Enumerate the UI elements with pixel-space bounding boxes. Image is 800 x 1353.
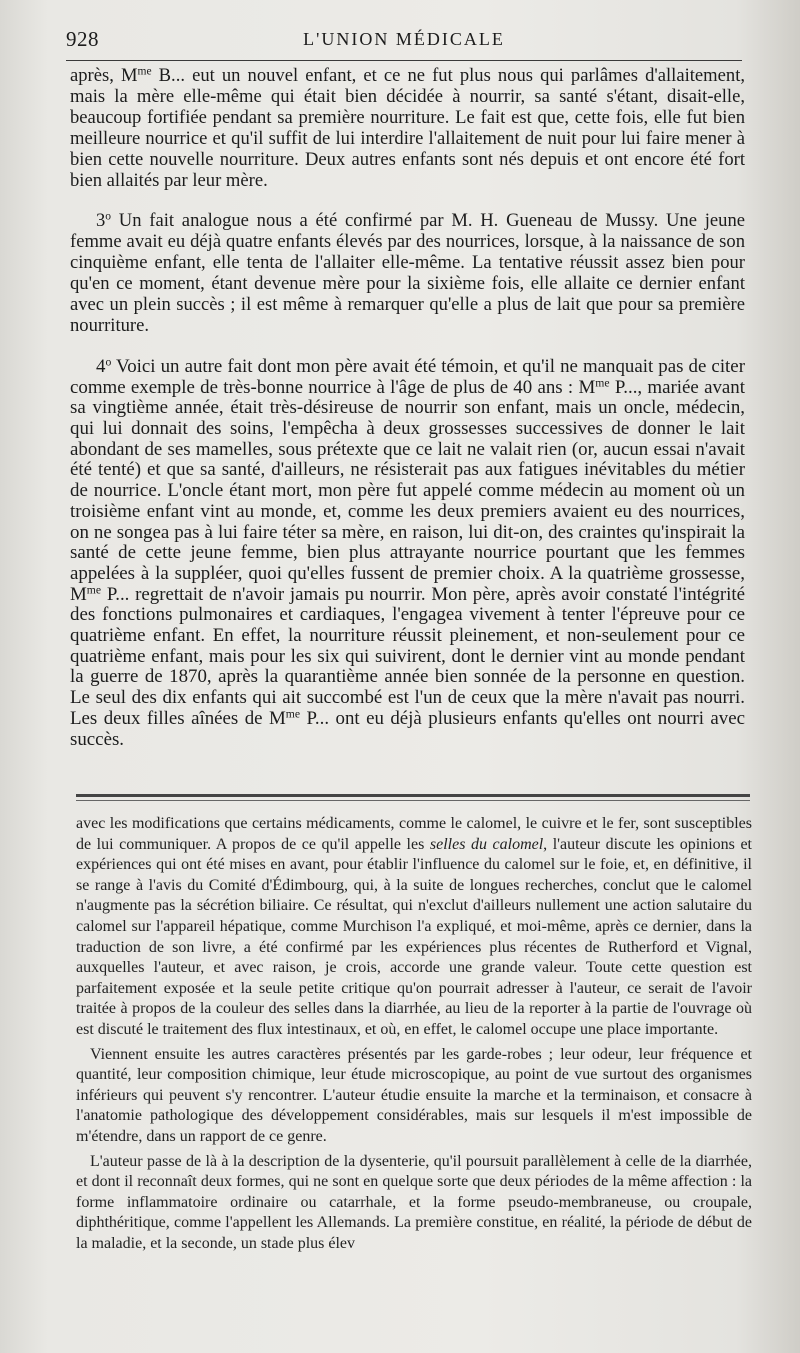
main-text	[70, 66, 745, 750]
paragraph-case-4: 4$^o$ Voici un autre fait dont mon père avait été témoin, et qu'il ne manquait pas de citer comme exemple de très-bonne nourrice à l'âge de plus de 40 ans : $M^{me}$ P..., mariée avant sa vingtième année, était très-désireuse de nourrir son enfant, mais un oncle, médecin, qui lui donnait des soins, l'empêcha à deux grossesses successives de donner le lait abondant de ses mamelles, sous prétexte que ce lait ne valait rien (or, aucun essai n'avait été tenté) et que sa santé, d'ailleurs, ne résisterait pas aux fatigues inévitables du métier de nourrice. L'oncle étant mort, mon père fut appelé comme médecin au moment où un troisième enfant vint au monde, et, comme les deux premiers avaient eu des nourrices, on ne songea pas à lui faire téter sa mère, en raison, lui dit-on, des craintes qu'inspirait la santé de cette jeune femme, bien plus attrayante nourrice pourtant que les femmes appelées à la suppléer, quoi qu'elles fussent de premier choix. A la quatrième grossesse, $M^{me}$ P... regrettait de n'avoir jamais pu nourrir. Mon père, après avoir constaté l'intégrité des fonctions pulmonaires et cardiaques, l'engagea vivement à tenter l'épreuve pour ce quatrième enfant. En effet, la nourriture réussit pleinement, et non-seulement pour ce quatrième enfant, mais pour les six qui suivirent, dont le dernier vint au monde pendant la guerre de 1870, après la quarantième année bien sonnée de la personne en question. Le seul des dix enfants qui ait succombé est l'un de ceux que la mère n'avait pas nourri. Les deux filles aînées de $M^{me}$ P... ont eu déjà plusieurs enfants qu'elles ont nourri avec succès.	[70, 355, 745, 750]
feuilleton-paragraph: L'auteur passe de là à la description de la dysenterie, qu'il poursuit parallèlement à celle de la diarrhée, et dont il reconnaît deux formes, qui ne sont en quelque sorte que deux périodes de la même affection : la forme inflammatoire ordinaire ou catarrhale, et la forme pseudo-membraneuse, ou croupale, diphthéritique, comme l'appellent les Allemands. La première constitue, en réalité, la période de début de la maladie, et la seconde, un stade plus élev	[76, 1152, 752, 1252]
case-number: 3	[96, 210, 106, 232]
section-divider	[76, 794, 750, 801]
header-rule	[66, 60, 742, 61]
case-number: 4	[96, 355, 106, 377]
feuilleton-text	[76, 814, 752, 1254]
page-header	[66, 24, 742, 54]
italic-term: selles du calomel	[429, 835, 544, 853]
paragraph-continuation: après, $M^{me}$ B... eut un nouvel enfant, et ce ne fut plus nous qui parlâmes d'allaitement, mais la mère elle-même qui était bien décidée à nourrir, sa santé s'étant, disait-elle, beaucoup fortifiée pendant sa première nourriture. Le fait est que, cette fois, elle fut bien meilleure nourrice et qu'il suffit de lui interdire l'allaitement de nuit pour lui faire mener à bien cette nouvelle nourriture. Deux autres enfants sont nés depuis et ont encore été fort bien allaités par leur mère.	[70, 65, 746, 191]
page-number: 928	[66, 26, 99, 51]
running-head: L'UNION MÉDICALE	[303, 28, 505, 49]
feuilleton-paragraph: Viennent ensuite les autres caractères présentés par les garde-robes ; leur odeur, leur fréquence et quantité, leur composition chimique, leur étude microscopique, au point de vue surtout des organismes inférieurs qui peuvent s'y rencontrer. L'auteur étudie ensuite la marche et la terminaison, et consacre à l'anatomie pathologique des développement considérables, mais sur lesquels il m'est impossible de m'étendre, dans un rapport de ce genre.	[76, 1045, 752, 1145]
feuilleton-paragraph: avec les modifications que certains médicaments, comme le calomel, le cuivre et le fer, sont susceptibles de lui communiquer. A propos de ce qu'il appelle les selles du calomel, l'auteur discute les opinions et expériences qui ont été mises en avant, pour établir l'influence du calomel sur le foie, et, en définitive, il se range à l'avis du Comité d'Édimbourg, qui, à la suite de longues recherches, conclut que le calomel n'augmente pas la sécrétion biliaire. Ce résultat, qui n'exclut d'ailleurs nullement une action salutaire du calomel sur l'appareil hépatique, comme Murchison l'a expliqué, et moi-même, après ce dernier, dans la traduction de son livre, a été confirmé par les expériences plus récentes de Rutherford et Vignal, auxquelles l'auteur, et avec raison, je crois, accorde une grande valeur. Toute cette question est parfaitement exposée et la seule petite critique qu'on pourrait adresser à l'auteur, ce serait de l'avoir traitée à propos de la couleur des selles dans la diarrhée, au lieu de la reporter à la partie de l'ouvrage où est discuté le traitement des flux intestinaux, et où, en effet, le calomel occupe une place importante.	[76, 815, 752, 1038]
paragraph-case-3: 3$^o$ Un fait analogue nous a été confirmé par M. H. Gueneau de Mussy. Une jeune femme avait eu déjà quatre enfants élevés par des nourrices, lorsque, à la naissance de son cinquième enfant, elle tenta de l'allaiter elle-même. La tentative réussit assez bien pour qu'en ce moment, étant devenue mère pour la sixième fois, elle allaite ce dernier enfant avec un plein succès ; il est même à remarquer qu'elle a plus de lait que pour sa première nourriture.	[70, 210, 745, 336]
